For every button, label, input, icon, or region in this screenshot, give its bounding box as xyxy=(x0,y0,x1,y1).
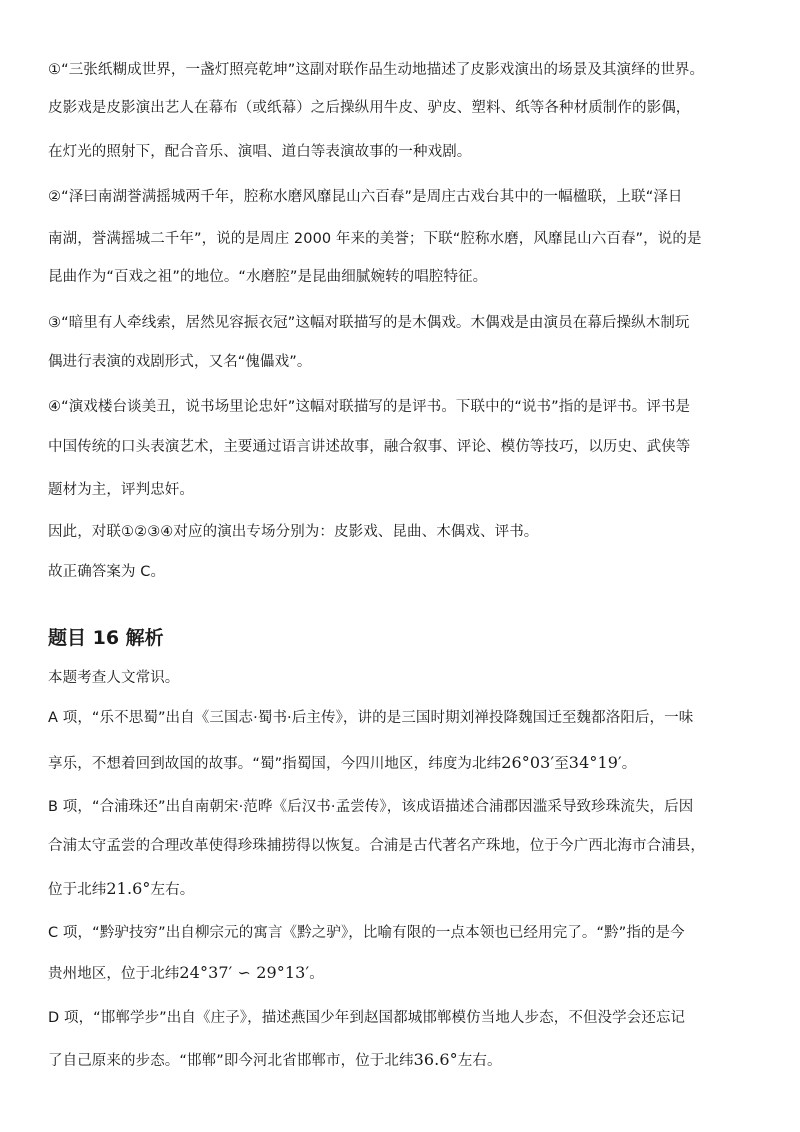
paragraph-4-line-1: ④“演戏楼台谈美丑，说书场里论忠奸”这幅对联描写的是评书。下联中的“说书”指的是评书。评书是 xyxy=(48,399,691,415)
option-c-line-2-text: 贵州地区，位于北纬 xyxy=(48,966,180,982)
latitude-end: 34°19′ xyxy=(568,753,622,772)
option-d-line-2 xyxy=(48,1050,764,1071)
option-d-end: 左右。 xyxy=(457,1053,502,1069)
section-16-title: 题目 16 解析 xyxy=(48,627,164,649)
section-16-intro: 本题考查人文常识。 xyxy=(48,670,180,686)
paragraph-1-line-2: 皮影戏是皮影演出艺人在幕布（或纸幕）之后操纵用牛皮、驴皮、塑料、纸等各种材质制作的影偶， xyxy=(48,100,691,116)
option-c-end: 。 xyxy=(309,966,324,982)
option-b-line-2: 合浦太守孟尝的合理改革使得珍珠捕捞得以恢复。合浦是古代著名产珠地，位于今广西北海市合浦县， xyxy=(48,838,705,854)
conclusion-text: 因此，对联①②③④对应的演出专场分别为：皮影戏、昆曲、木偶戏、评书。 xyxy=(48,524,539,540)
option-c-line-2 xyxy=(48,963,764,984)
paragraph-2-line-2: 南湖，誉满摇城二千年”，说的是周庄 2000 年来的美誉；下联“腔称水磨，风靡昆山六百春”，说的是 xyxy=(48,231,702,247)
answer-text: 故正确答案为 C。 xyxy=(48,564,166,580)
option-b-end: 左右。 xyxy=(150,882,195,898)
option-b-line-1: B 项，“合浦珠还”出自南朝宋·范晔《后汉书·孟尝传》，该成语描述合浦郡因滥采导致珍珠流失，后因 xyxy=(48,799,694,815)
paragraph-4-line-3: 题材为主，评判忠奸。 xyxy=(48,482,194,498)
latitude-start: 26°03′ xyxy=(501,753,555,772)
paragraph-1-line-1: ①“三张纸糊成世界，一盏灯照亮乾坤”这副对联作品生动地描述了皮影戏演出的场景及其演绎的世界。 xyxy=(48,62,705,78)
option-d-line-2-text: 了自己原来的步态。“邯郸”即今河北省邯郸市，位于北纬 xyxy=(48,1053,414,1069)
option-a-end: 。 xyxy=(621,756,637,772)
paragraph-3-line-2: 偶进行表演的戏剧形式，又名“傀儡戏”。 xyxy=(48,354,312,370)
option-a-line-1: A 项，“乐不思蜀”出自《三国志·蜀书·后主传》，讲的是三国时期刘禅投降魏国迁至魏都洛阳后，一味 xyxy=(48,710,694,726)
option-c-line-1: C 项，“黔驴技穷”出自柳宗元的寓言《黔之驴》，比喻有限的一点本领也已经用完了。“黔”指的是今 xyxy=(48,925,685,941)
latitude-value: 21.6° xyxy=(106,879,151,898)
option-a-line-2 xyxy=(48,753,764,774)
paragraph-3-line-1: ③“暗里有人牵线索，居然见容振衣冠”这幅对联描写的是木偶戏。木偶戏是由演员在幕后操纵木制玩 xyxy=(48,315,690,331)
paragraph-2-line-3: 昆曲作为“百戏之祖”的地位。“水磨腔”是昆曲细腻婉转的唱腔特征。 xyxy=(48,269,488,285)
option-a-connector: 至 xyxy=(554,756,569,772)
option-a-line-2-text: 享乐，不想着回到故国的故事。“蜀”指蜀国，今四川地区，纬度为北纬 xyxy=(48,756,502,772)
paragraph-4-line-2: 中国传统的口头表演艺术，主要通过语言讲述故事，融合叙事、评论、模仿等技巧，以历史、武侠等 xyxy=(48,439,691,455)
option-b-line-3 xyxy=(48,879,764,900)
option-b-line-3-text: 位于北纬 xyxy=(48,882,107,898)
paragraph-1-line-3: 在灯光的照射下，配合音乐、演唱、道白等表演故事的一种戏剧。 xyxy=(48,144,472,160)
latitude-range: 24°37′ ∽ 29°13′ xyxy=(179,963,310,982)
paragraph-2-line-1: ②“泽曰南湖誉满摇城两千年，腔称水磨风靡昆山六百春”是周庄古戏台其中的一幅楹联，上联“泽日 xyxy=(48,189,683,205)
option-d-line-1: D 项，“邯郸学步”出自《庄子》，描述燕国少年到赵国都城邯郸模仿当地人步态，不但没学会还忘记 xyxy=(48,1010,686,1026)
latitude-value: 36.6° xyxy=(413,1050,458,1069)
